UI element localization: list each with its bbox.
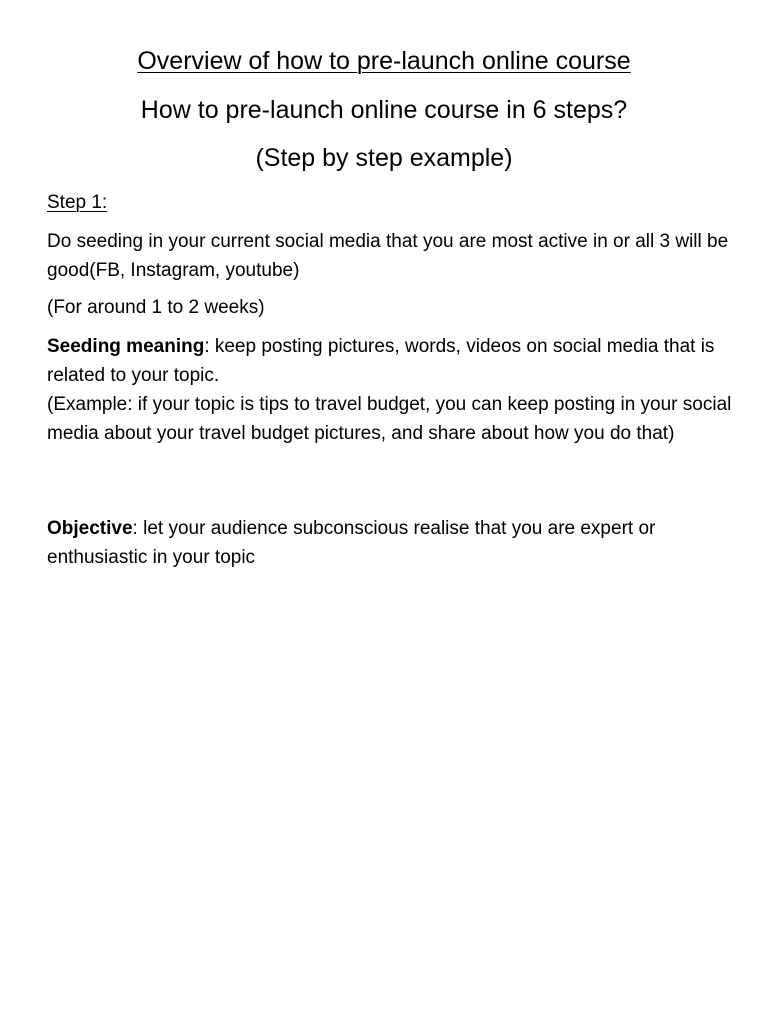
- seeding-meaning-paragraph: [47, 332, 737, 448]
- objective-term: Objective: [47, 518, 133, 539]
- seeding-term: Seeding meaning: [47, 336, 205, 357]
- document-subtitle-example: (Step by step example): [255, 144, 513, 172]
- seeding-example: (Example: if your topic is tips to travel budget, you can keep posting in your social media about your travel budget pictures, and share about how you do that): [47, 394, 732, 444]
- seeding-definition: : keep posting pictures, words, videos on social media that is related to your topic.: [47, 336, 715, 386]
- document-subtitle: How to pre-launch online course in 6 steps?: [140, 96, 628, 124]
- objective-definition: : let your audience subconscious realise that you are expert or enthusiastic in your topic: [47, 518, 656, 568]
- duration-paragraph: (For around 1 to 2 weeks): [47, 297, 265, 318]
- objective-paragraph: [47, 514, 737, 572]
- step-instruction-paragraph: Do seeding in your current social media that you are most active in or all 3 will be good(FB, Instagram, youtube): [47, 231, 729, 281]
- document-title: Overview of how to pre-launch online course: [137, 47, 631, 75]
- step-label: Step 1:: [47, 192, 108, 213]
